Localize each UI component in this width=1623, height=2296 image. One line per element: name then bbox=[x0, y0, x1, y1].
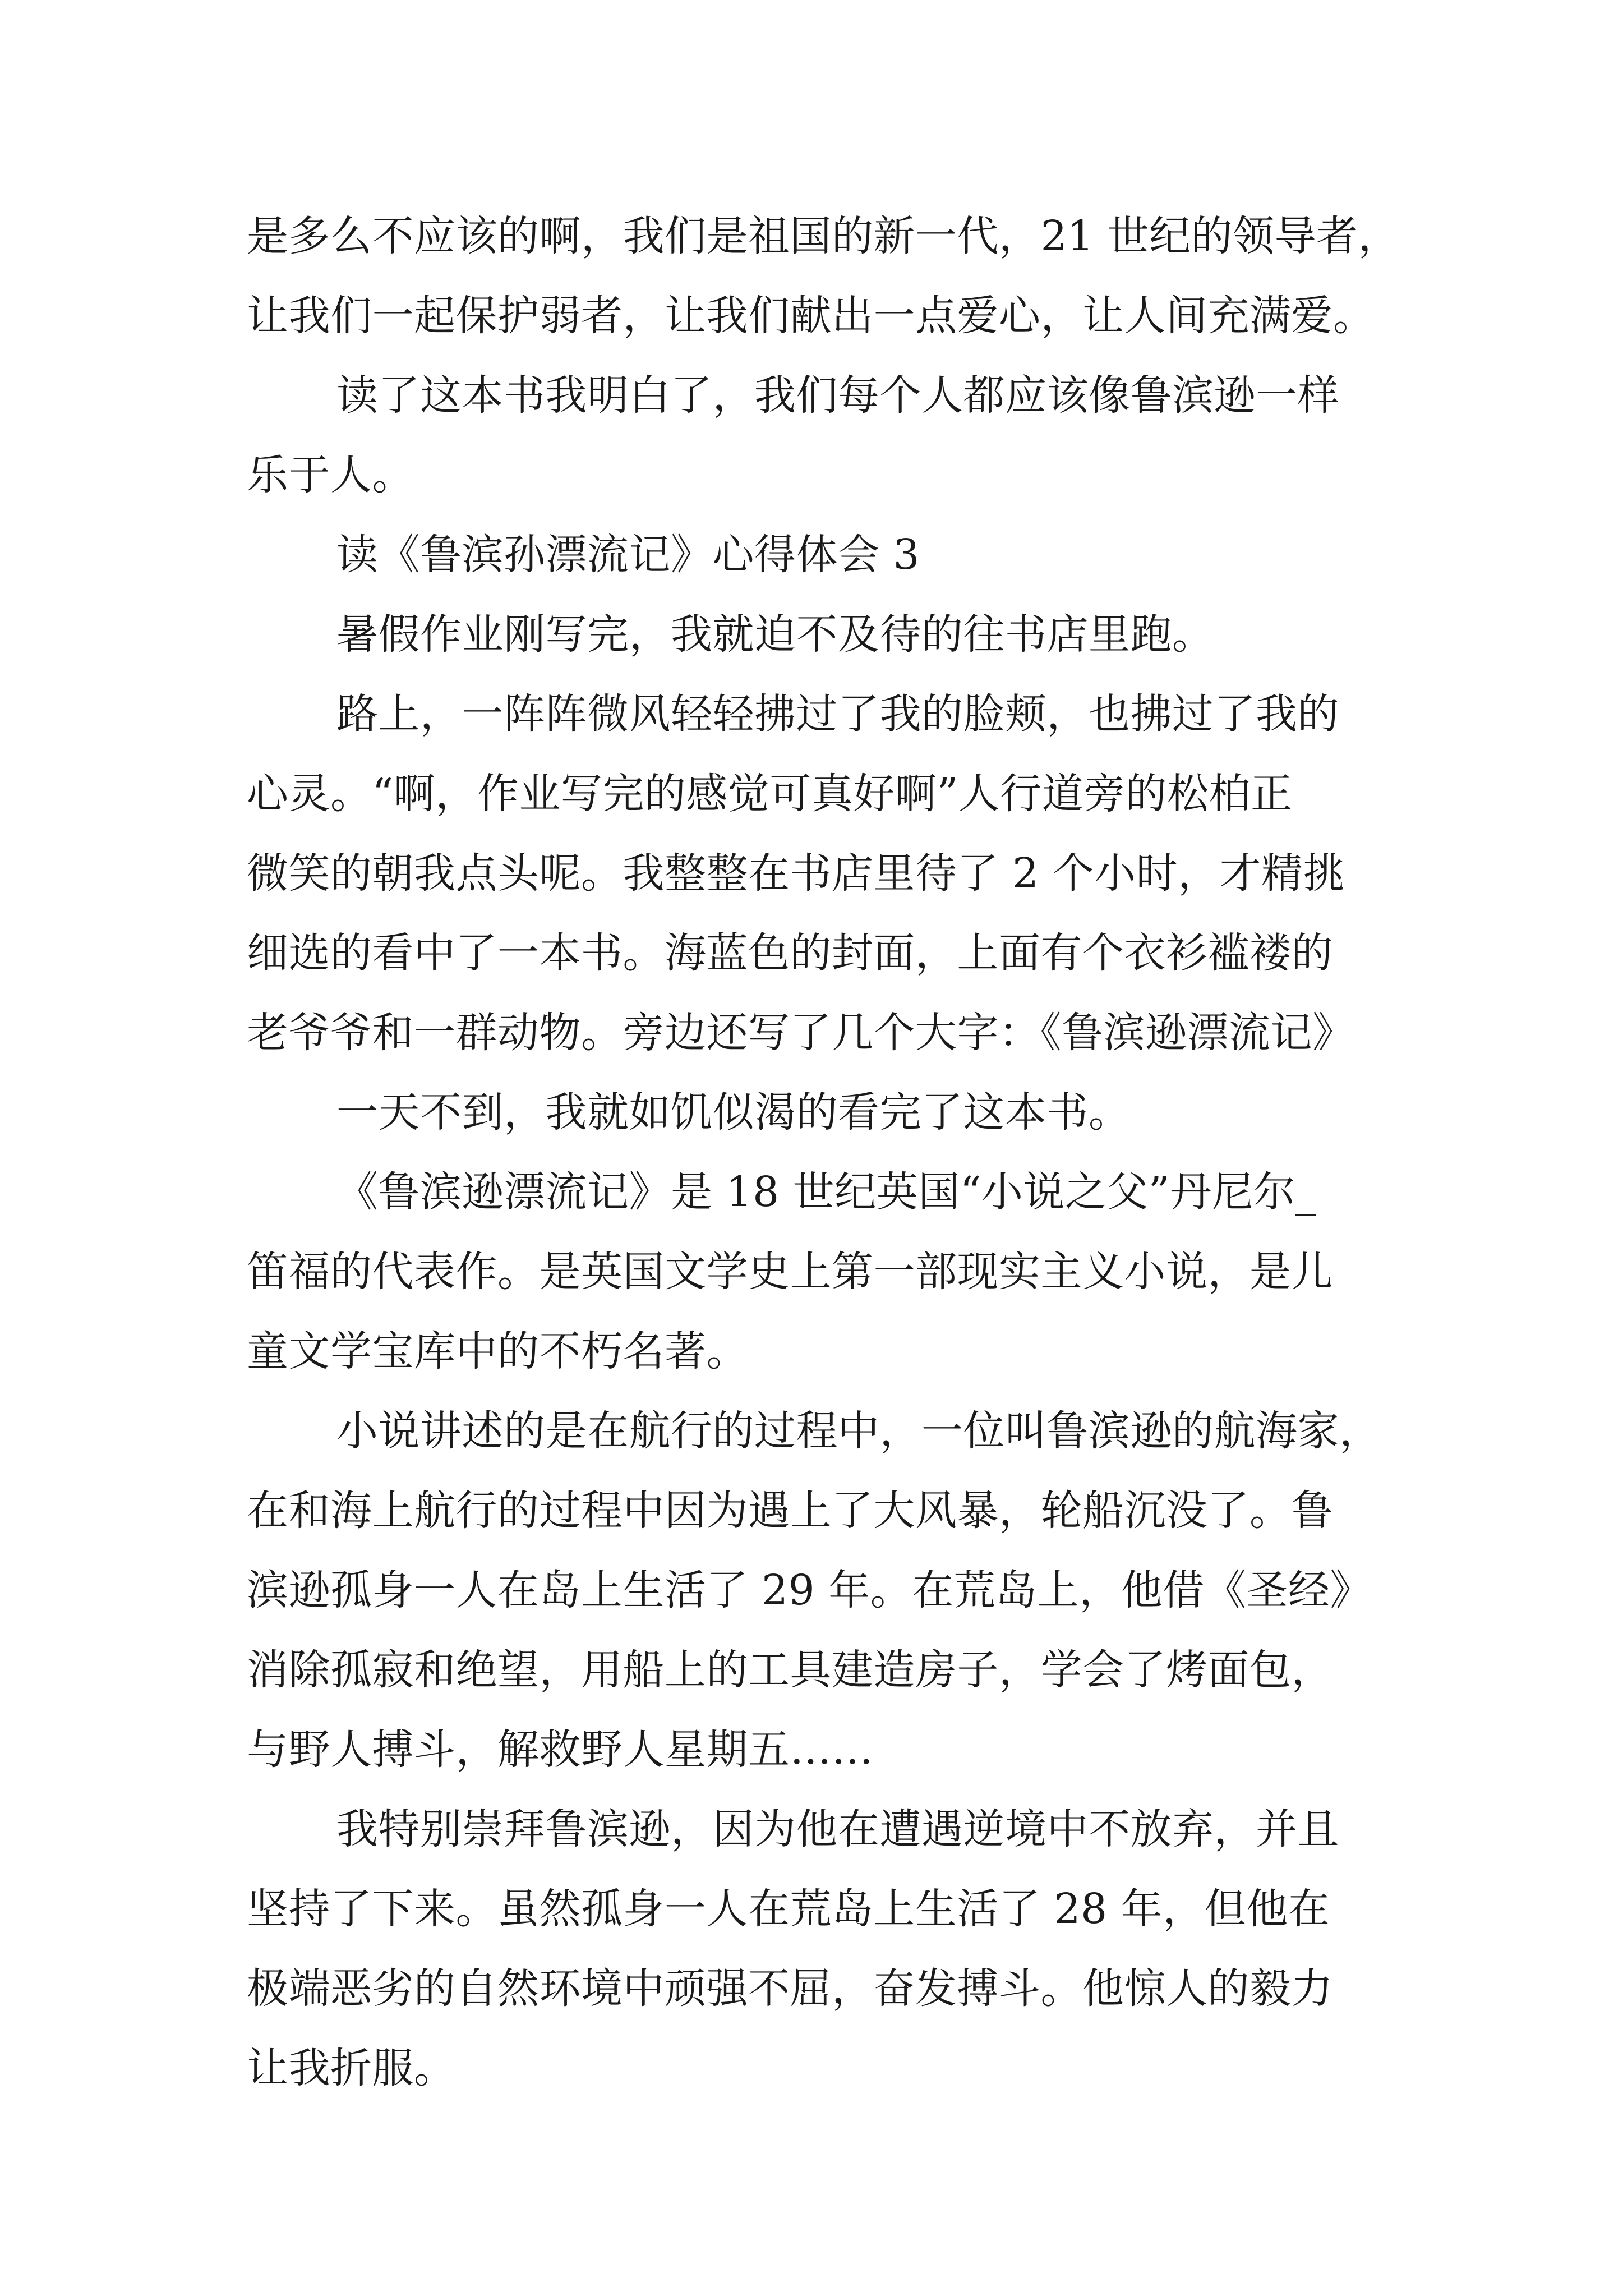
text-line: 在和海上航行的过程中因为遇上了大风暴，轮船沉没了。鲁 bbox=[247, 1487, 1333, 1535]
text-line: 童文学宝库中的不朽名著。 bbox=[247, 1327, 748, 1375]
text-line: 让我折服。 bbox=[247, 2044, 456, 2092]
text-line: 坚持了下来。虽然孤身一人在荒岛上生活了 28 年，但他在 bbox=[247, 1885, 1330, 1933]
text-line: 极端恶劣的自然环境中顽强不屈，奋发搏斗。他惊人的毅力 bbox=[247, 1964, 1333, 2013]
text-line: 读了这本书我明白了，我们每个人都应该像鲁滨逊一样 bbox=[336, 371, 1339, 420]
text-line: 微笑的朝我点头呢。我整整在书店里待了 2 个小时，才精挑 bbox=[247, 849, 1345, 898]
text-line: 与野人搏斗，解救野人星期五…… bbox=[247, 1726, 874, 1774]
text-line: 我特别崇拜鲁滨逊，因为他在遭遇逆境中不放弃，并且 bbox=[336, 1805, 1339, 1853]
text-line: 一天不到，我就如饥似渴的看完了这本书。 bbox=[336, 1088, 1131, 1137]
text-line: 乐于人。 bbox=[247, 451, 414, 499]
section-heading: 读《鲁滨孙漂流记》心得体会 3 bbox=[336, 531, 920, 579]
text-line: 让我们一起保护弱者，让我们献出一点爱心，让人间充满爱。 bbox=[247, 292, 1375, 340]
text-line: 老爷爷和一群动物。旁边还写了几个大字：《鲁滨逊漂流记》 bbox=[247, 1009, 1354, 1057]
text-line: 细选的看中了一本书。海蓝色的封面，上面有个衣衫褴褛的 bbox=[247, 929, 1333, 977]
text-line: 心灵。“啊，作业写完的感觉可真好啊”人行道旁的松柏正 bbox=[247, 770, 1293, 818]
document-body bbox=[247, 196, 1400, 2108]
text-line: 滨逊孤身一人在岛上生活了 29 年。在荒岛上，他借《圣经》 bbox=[247, 1566, 1372, 1614]
text-line: 小说讲述的是在航行的过程中，一位叫鲁滨逊的航海家， bbox=[336, 1407, 1381, 1455]
text-line: 暑假作业刚写完，我就迫不及待的往书店里跑。 bbox=[336, 610, 1214, 659]
text-line: 笛福的代表作。是英国文学史上第一部现实主义小说，是儿 bbox=[247, 1248, 1333, 1296]
text-line: 是多么不应该的啊，我们是祖国的新一代，21 世纪的领导者， bbox=[247, 212, 1400, 260]
text-line: 《鲁滨逊漂流记》是 18 世纪英国“小说之父”丹尼尔_ bbox=[336, 1168, 1317, 1216]
text-line: 路上，一阵阵微风轻轻拂过了我的脸颊，也拂过了我的 bbox=[336, 690, 1339, 738]
text-line: 消除孤寂和绝望，用船上的工具建造房子，学会了烤面包， bbox=[247, 1646, 1333, 1694]
